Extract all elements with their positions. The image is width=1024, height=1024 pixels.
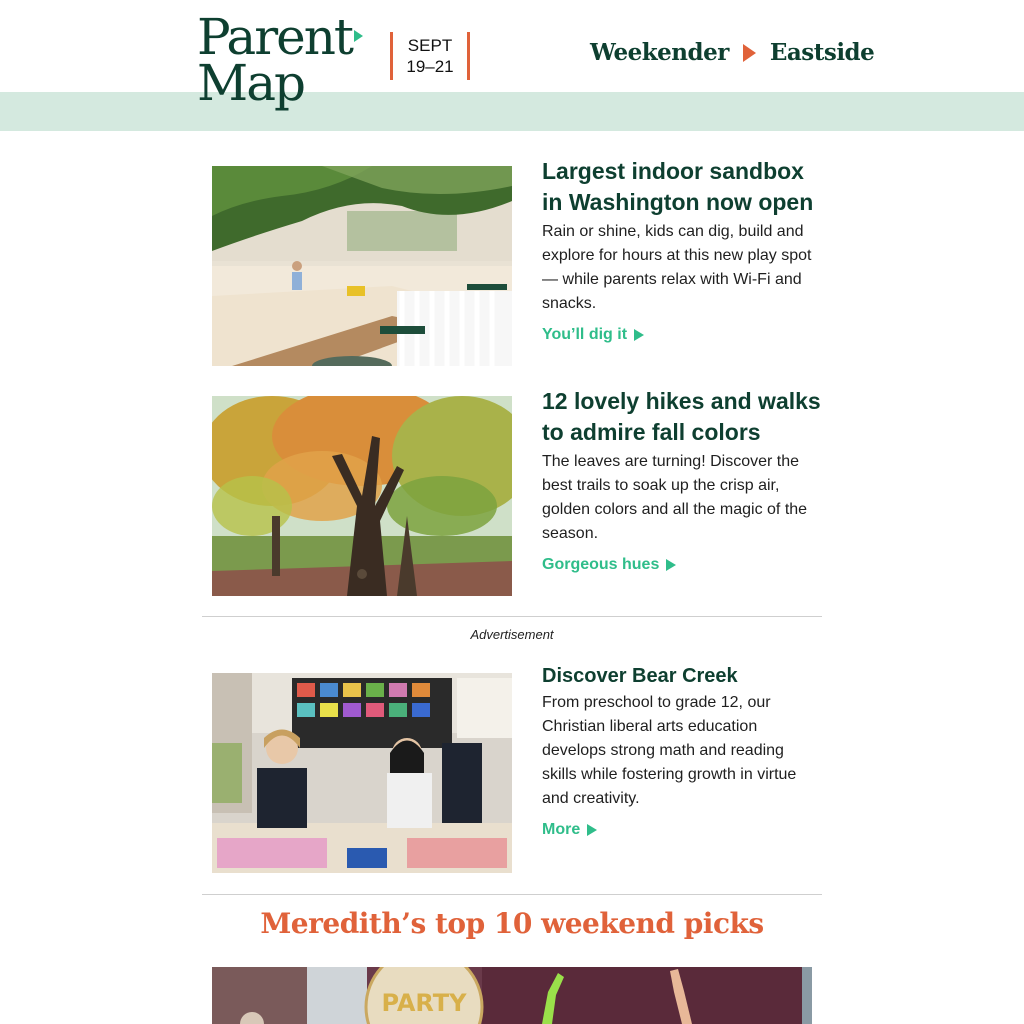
edition-label <box>590 39 874 66</box>
logo-word-map: Map <box>197 54 305 112</box>
article-headline[interactable]: 12 lovely hikes and walks to admire fall colors <box>542 388 821 445</box>
classroom-photo[interactable] <box>212 673 512 873</box>
read-more-link[interactable] <box>542 326 644 344</box>
ad-headline[interactable]: Discover Bear Creek <box>542 665 738 687</box>
read-more-link[interactable] <box>542 556 676 574</box>
issue-date-days: 19–21 <box>406 57 454 76</box>
play-arrow-icon <box>634 329 644 341</box>
read-more-label: You’ll dig it <box>542 326 628 343</box>
ad-bear-creek-text <box>542 663 822 839</box>
header-stripe <box>0 92 1024 131</box>
ad-more-label: More <box>542 821 581 838</box>
party-photo[interactable] <box>212 967 812 1024</box>
party-sign-text: PARTY <box>381 989 467 1017</box>
fall-trees-photo[interactable] <box>212 396 512 596</box>
weekend-picks-title: Meredith’s top 10 weekend picks <box>260 907 764 940</box>
edition-arrow-icon <box>743 44 756 62</box>
section-divider <box>202 616 822 617</box>
issue-date-month: SEPT <box>407 36 453 55</box>
sandbox-photo[interactable] <box>212 166 512 366</box>
section-divider <box>202 894 822 895</box>
edition-name: Weekender <box>590 39 729 66</box>
logo-word-parent: Parent <box>197 8 352 66</box>
play-arrow-icon <box>666 559 676 571</box>
article-sandbox <box>212 158 822 366</box>
advertisement-label: Advertisement <box>470 627 554 642</box>
newsletter-header <box>0 0 1024 131</box>
ad-more-link[interactable] <box>542 821 597 839</box>
ad-bear-creek <box>212 665 822 873</box>
article-sandbox-text <box>542 156 822 344</box>
article-headline[interactable]: Largest indoor sandbox in Washington now open <box>542 158 814 215</box>
read-more-label: Gorgeous hues <box>542 556 660 573</box>
ad-description: From preschool to grade 12, our Christian liberal arts education develops strong math and reading skills while fostering growth in virtue and creativity. <box>542 694 797 807</box>
article-fall-hikes-text <box>542 386 822 574</box>
play-arrow-icon <box>587 824 597 836</box>
edition-region: Eastside <box>769 39 875 66</box>
parentmap-logo[interactable] <box>197 8 363 112</box>
article-fall-hikes <box>212 388 822 596</box>
issue-date <box>390 32 470 80</box>
logo-play-icon <box>354 30 363 42</box>
article-description: Rain or shine, kids can dig, build and explore for hours at this new play spot — while parents relax with Wi-Fi and snacks. <box>542 223 812 312</box>
article-description: The leaves are turning! Discover the best trails to soak up the crisp air, golden colors and all the magic of the season. <box>542 453 808 542</box>
